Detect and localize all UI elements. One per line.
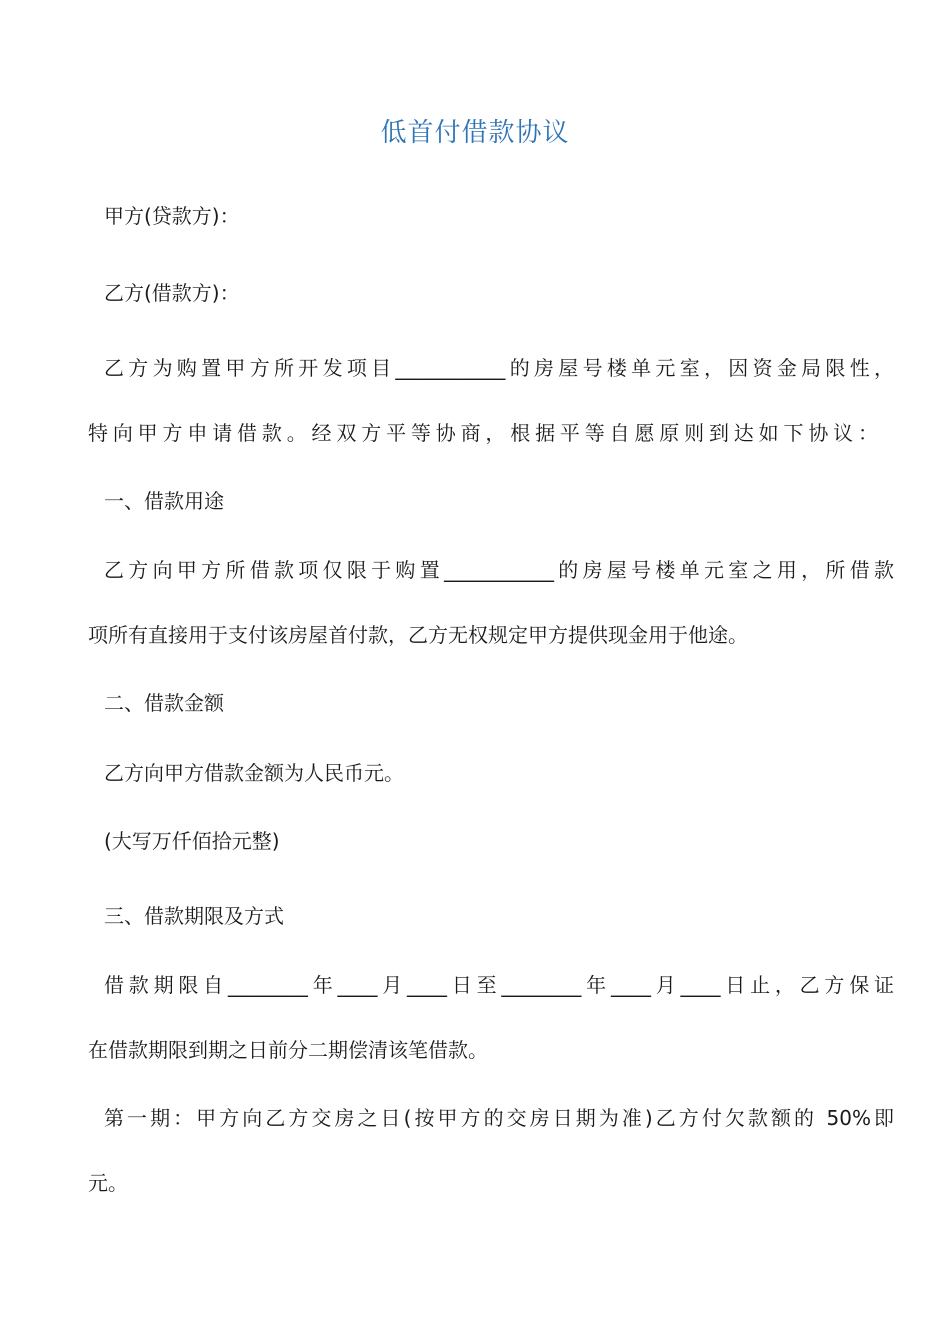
section-2-line-1: 乙方向甲方借款金额为人民币元。 bbox=[104, 761, 404, 785]
party-b-label: 乙方(借款方)： bbox=[104, 281, 240, 305]
intro-paragraph-line-1: 乙方为购置甲方所开发项目___________的房屋号楼单元室，因资金局限性， bbox=[104, 356, 894, 380]
section-1-line-1: 乙方向甲方所借款项仅限于购置___________的房屋号楼单元室之用，所借款 bbox=[104, 558, 894, 582]
section-3-line-2: 在借款期限到期之日前分二期偿清该笔借款。 bbox=[88, 1038, 488, 1062]
party-a-label: 甲方(贷款方)： bbox=[104, 204, 240, 228]
intro-paragraph-line-2: 特向甲方申请借款。经双方平等协商，根据平等自愿原则到达如下协议： bbox=[88, 421, 878, 445]
section-2-heading: 二、借款金额 bbox=[104, 691, 224, 715]
section-2-line-2: (大写万仟佰拾元整) bbox=[104, 829, 280, 853]
section-3-line-1: 借款期限自________年____月____日至________年____月____日止，乙方保证 bbox=[104, 973, 894, 997]
phase-1-line-1: 第一期：甲方向乙方交房之日(按甲方的交房日期为准)乙方付欠款额的 50%即 bbox=[104, 1106, 894, 1130]
section-1-line-2: 项所有直接用于支付该房屋首付款，乙方无权规定甲方提供现金用于他途。 bbox=[88, 623, 748, 647]
section-3-heading: 三、借款期限及方式 bbox=[104, 904, 284, 928]
section-1-heading: 一、借款用途 bbox=[104, 489, 224, 513]
phase-1-line-2: 元。 bbox=[88, 1171, 128, 1195]
page-title: 低首付借款协议 bbox=[380, 118, 570, 148]
